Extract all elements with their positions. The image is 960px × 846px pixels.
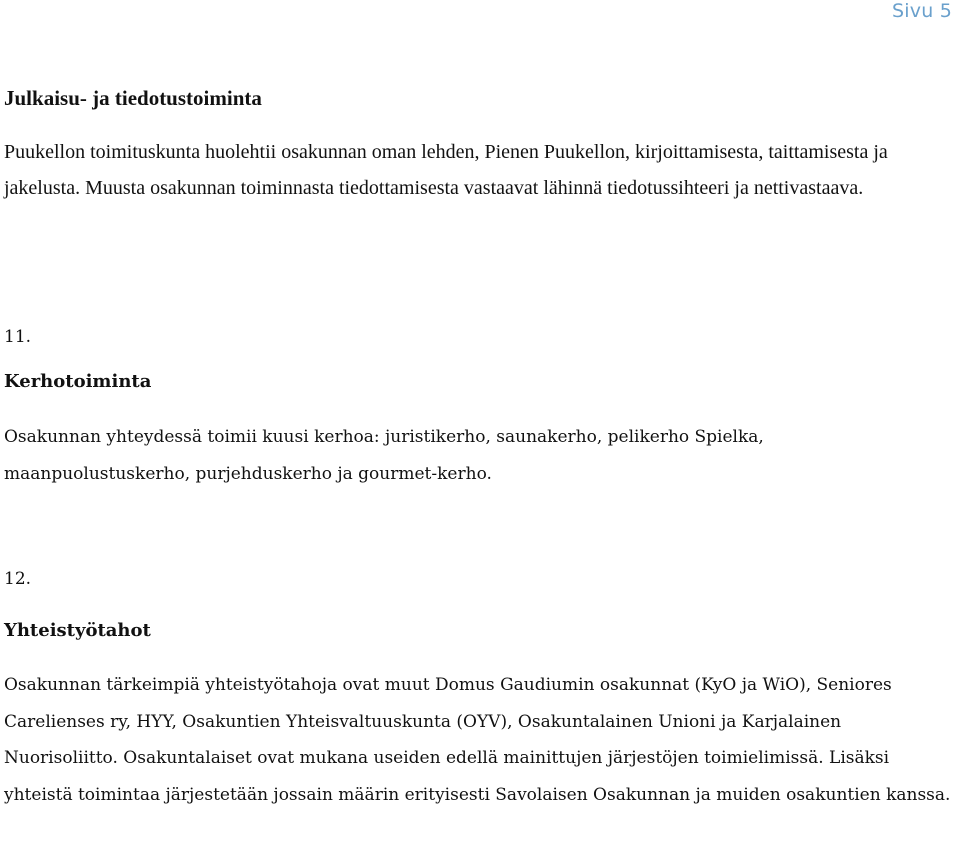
clubs-paragraph: Osakunnan yhteydessä toimii kuusi kerhoa: juristikerho, saunakerho, pelikerho Spielka, maanpuolustuskerho, purjehduskerho ja gourmet-kerho. xyxy=(4,427,764,484)
page-number: Sivu 5 xyxy=(892,0,952,22)
publishing-heading: Julkaisu- ja tiedotustoiminta xyxy=(4,86,262,110)
clubs-section-number: 11. xyxy=(4,327,32,347)
partners-heading: Yhteistyötahot xyxy=(4,620,151,641)
partners-section-number: 12. xyxy=(4,569,32,589)
clubs-heading: Kerhotoiminta xyxy=(4,371,152,392)
publishing-paragraph: Puukellon toimituskunta huolehtii osakunnan oman lehden, Pienen Puukellon, kirjoittamisesta, taittamisesta ja jakelusta. Muusta osakunnan toiminnasta tiedottamisesta vastaavat lähinnä tiedotussihteeri ja nettivastaava. xyxy=(4,141,888,199)
partners-paragraph: Osakunnan tärkeimpiä yhteistyötahoja ovat muut Domus Gaudiumin osakunnat (KyO ja WiO), Seniores Carelienses ry, HYY, Osakuntien Yhteisvaltuuskunta (OYV), Osakuntalainen Unioni ja Karjalainen Nuorisoliitto. Osakuntalaiset ovat mukana useiden edellä mainittujen järjestöjen toimielimissä. Lisäksi yhteistä toimintaa järjestetään jossain määrin erityisesti Savolaisen Osakunnan ja muiden osakuntien kanssa. xyxy=(4,675,951,805)
